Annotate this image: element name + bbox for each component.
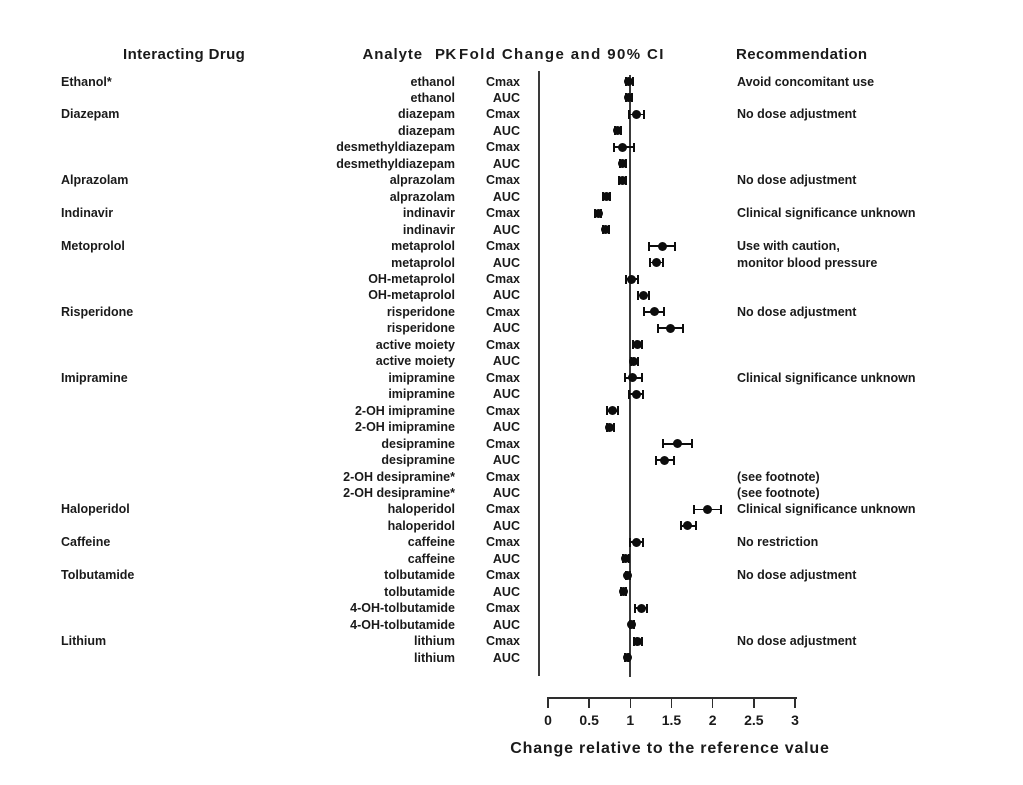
pk-label: AUC (492, 189, 520, 204)
header-pk: PK (435, 46, 457, 63)
pk-label: Cmax (485, 74, 520, 89)
pk-label: Cmax (485, 239, 520, 254)
drug-label: Lithium (61, 634, 107, 649)
pk-label: Cmax (485, 469, 520, 484)
analyte-label: active moiety (375, 337, 455, 352)
pk-label: AUC (492, 156, 520, 171)
recommendation-label: No dose adjustment (737, 568, 857, 583)
point-marker (639, 291, 648, 300)
x-axis-tick (588, 697, 590, 708)
recommendation-label: Use with caution, (737, 239, 840, 254)
analyte-label: desmethyldiazepam (336, 140, 455, 155)
drug-label: Tolbutamide (61, 568, 135, 583)
x-axis-tick (671, 697, 673, 708)
analyte-label: ethanol (410, 90, 455, 105)
pk-label: Cmax (485, 502, 520, 517)
analyte-label: imipramine (388, 370, 455, 385)
analyte-label: ethanol (410, 74, 455, 89)
column-separator-line (538, 71, 540, 676)
drug-label: Haloperidol (61, 502, 130, 517)
drug-label: Indinavir (61, 206, 114, 221)
x-axis-tick-label: 1.5 (661, 712, 682, 728)
point-marker (618, 176, 627, 185)
pk-label: Cmax (485, 173, 520, 188)
header-interacting-drug: Interacting Drug (123, 46, 246, 63)
recommendation-label: (see footnote) (737, 469, 820, 484)
analyte-label: 2-OH desipramine* (343, 486, 455, 500)
recommendation-label: (see footnote) (737, 486, 820, 500)
drug-label: Alprazolam (61, 173, 129, 188)
analyte-label: diazepam (398, 123, 455, 138)
pk-label: AUC (492, 288, 520, 303)
header-analyte: Analyte (362, 46, 423, 63)
analyte-label: 4-OH-tolbutamide (350, 617, 455, 632)
x-axis-tick (712, 697, 714, 708)
pk-label: Cmax (485, 206, 520, 221)
point-marker (632, 110, 641, 119)
recommendation-label: No dose adjustment (737, 107, 857, 122)
x-axis-tick (753, 697, 755, 708)
point-marker (632, 538, 641, 547)
header-fold-change: Fold Change and 90% CI (459, 46, 665, 63)
point-marker (637, 604, 646, 613)
pk-label: AUC (492, 255, 520, 270)
recommendation-label: No restriction (737, 535, 819, 550)
point-marker (608, 406, 617, 415)
analyte-label: caffeine (407, 535, 455, 550)
point-marker (623, 653, 632, 662)
point-marker (658, 242, 667, 251)
pk-label: Cmax (485, 436, 520, 451)
pk-label: AUC (492, 123, 520, 138)
analyte-label: 4-OH-tolbutamide (350, 601, 455, 616)
pk-label: AUC (492, 518, 520, 533)
recommendation-label: Clinical significance unknown (737, 502, 916, 517)
pk-label: AUC (492, 551, 520, 566)
pk-label: Cmax (485, 140, 520, 155)
drug-label: Diazepam (61, 107, 120, 122)
x-axis-title: Change relative to the reference value (510, 740, 830, 757)
analyte-label: metaprolol (391, 255, 455, 270)
drug-label: Caffeine (61, 535, 111, 550)
x-axis-tick (547, 697, 549, 708)
recommendation-label: Clinical significance unknown (737, 206, 916, 221)
point-marker (594, 209, 603, 218)
pk-label: AUC (492, 354, 520, 369)
recommendation-label: Avoid concomitant use (737, 74, 875, 89)
header-recommendation: Recommendation (736, 46, 868, 63)
analyte-label: lithium (414, 650, 455, 665)
pk-label: AUC (492, 453, 520, 468)
analyte-label: alprazolam (389, 189, 455, 204)
analyte-label: haloperidol (387, 518, 455, 533)
point-marker (632, 390, 641, 399)
point-marker (660, 456, 669, 465)
pk-label: AUC (492, 650, 520, 665)
analyte-label: metaprolol (391, 239, 455, 254)
drug-label: Metoprolol (61, 239, 125, 254)
recommendation-label: No dose adjustment (737, 173, 857, 188)
recommendation-label: No dose adjustment (737, 634, 857, 649)
point-marker (605, 423, 614, 432)
point-marker (673, 439, 682, 448)
analyte-label: caffeine (407, 551, 455, 566)
pk-label: Cmax (485, 370, 520, 385)
analyte-label: tolbutamide (384, 584, 455, 599)
pk-label: Cmax (485, 107, 520, 122)
pk-label: Cmax (485, 272, 520, 287)
pk-label: AUC (492, 420, 520, 435)
x-axis-tick-label: 0 (544, 712, 552, 728)
drug-label: Imipramine (61, 370, 128, 385)
pk-label: Cmax (485, 634, 520, 649)
analyte-label: diazepam (398, 107, 455, 122)
analyte-label: risperidone (386, 304, 455, 319)
pk-label: AUC (492, 90, 520, 105)
pk-label: AUC (492, 387, 520, 402)
x-axis-tick (630, 697, 632, 708)
analyte-label: 2-OH imipramine (354, 420, 455, 435)
analyte-label: alprazolam (389, 173, 455, 188)
analyte-label: desipramine (381, 453, 455, 468)
analyte-label: lithium (414, 634, 455, 649)
x-axis-tick-label: 0.5 (579, 712, 599, 728)
analyte-label: indinavir (402, 206, 455, 221)
pk-label: Cmax (485, 337, 520, 352)
x-axis-tick-label: 3 (791, 712, 799, 728)
analyte-label: risperidone (386, 321, 455, 336)
analyte-label: desipramine (381, 436, 455, 451)
analyte-label: imipramine (388, 387, 455, 402)
analyte-label: desmethyldiazepam (336, 156, 455, 171)
analyte-label: 2-OH imipramine (354, 403, 455, 418)
point-marker (627, 275, 636, 284)
analyte-label: OH-metaprolol (368, 288, 455, 303)
pk-label: Cmax (485, 568, 520, 583)
analyte-label: indinavir (402, 222, 455, 237)
analyte-label: tolbutamide (384, 568, 455, 583)
point-marker (633, 637, 642, 646)
pk-label: Cmax (485, 403, 520, 418)
point-marker (666, 324, 675, 333)
analyte-label: active moiety (375, 354, 455, 369)
analyte-label: OH-metaprolol (368, 272, 455, 287)
point-marker (629, 357, 638, 366)
drug-label: Ethanol* (61, 74, 112, 89)
pk-label: Cmax (485, 304, 520, 319)
pk-label: AUC (492, 222, 520, 237)
drug-label: Risperidone (61, 304, 134, 319)
pk-label: AUC (492, 486, 520, 500)
x-axis-tick-label: 2.5 (744, 712, 764, 728)
x-axis-tick-label: 2 (708, 712, 717, 728)
analyte-label: 2-OH desipramine* (343, 469, 455, 484)
x-axis-tick (794, 697, 796, 708)
pk-label: AUC (492, 321, 520, 336)
pk-label: AUC (492, 584, 520, 599)
recommendation-label: No dose adjustment (737, 304, 857, 319)
x-axis-tick-label: 1 (626, 712, 635, 728)
x-axis-bar (548, 697, 797, 699)
pk-label: Cmax (485, 601, 520, 616)
recommendation-label: monitor blood pressure (737, 255, 878, 270)
analyte-label: haloperidol (387, 502, 455, 517)
pk-label: AUC (492, 617, 520, 632)
recommendation-label: Clinical significance unknown (737, 370, 916, 385)
pk-label: Cmax (485, 535, 520, 550)
